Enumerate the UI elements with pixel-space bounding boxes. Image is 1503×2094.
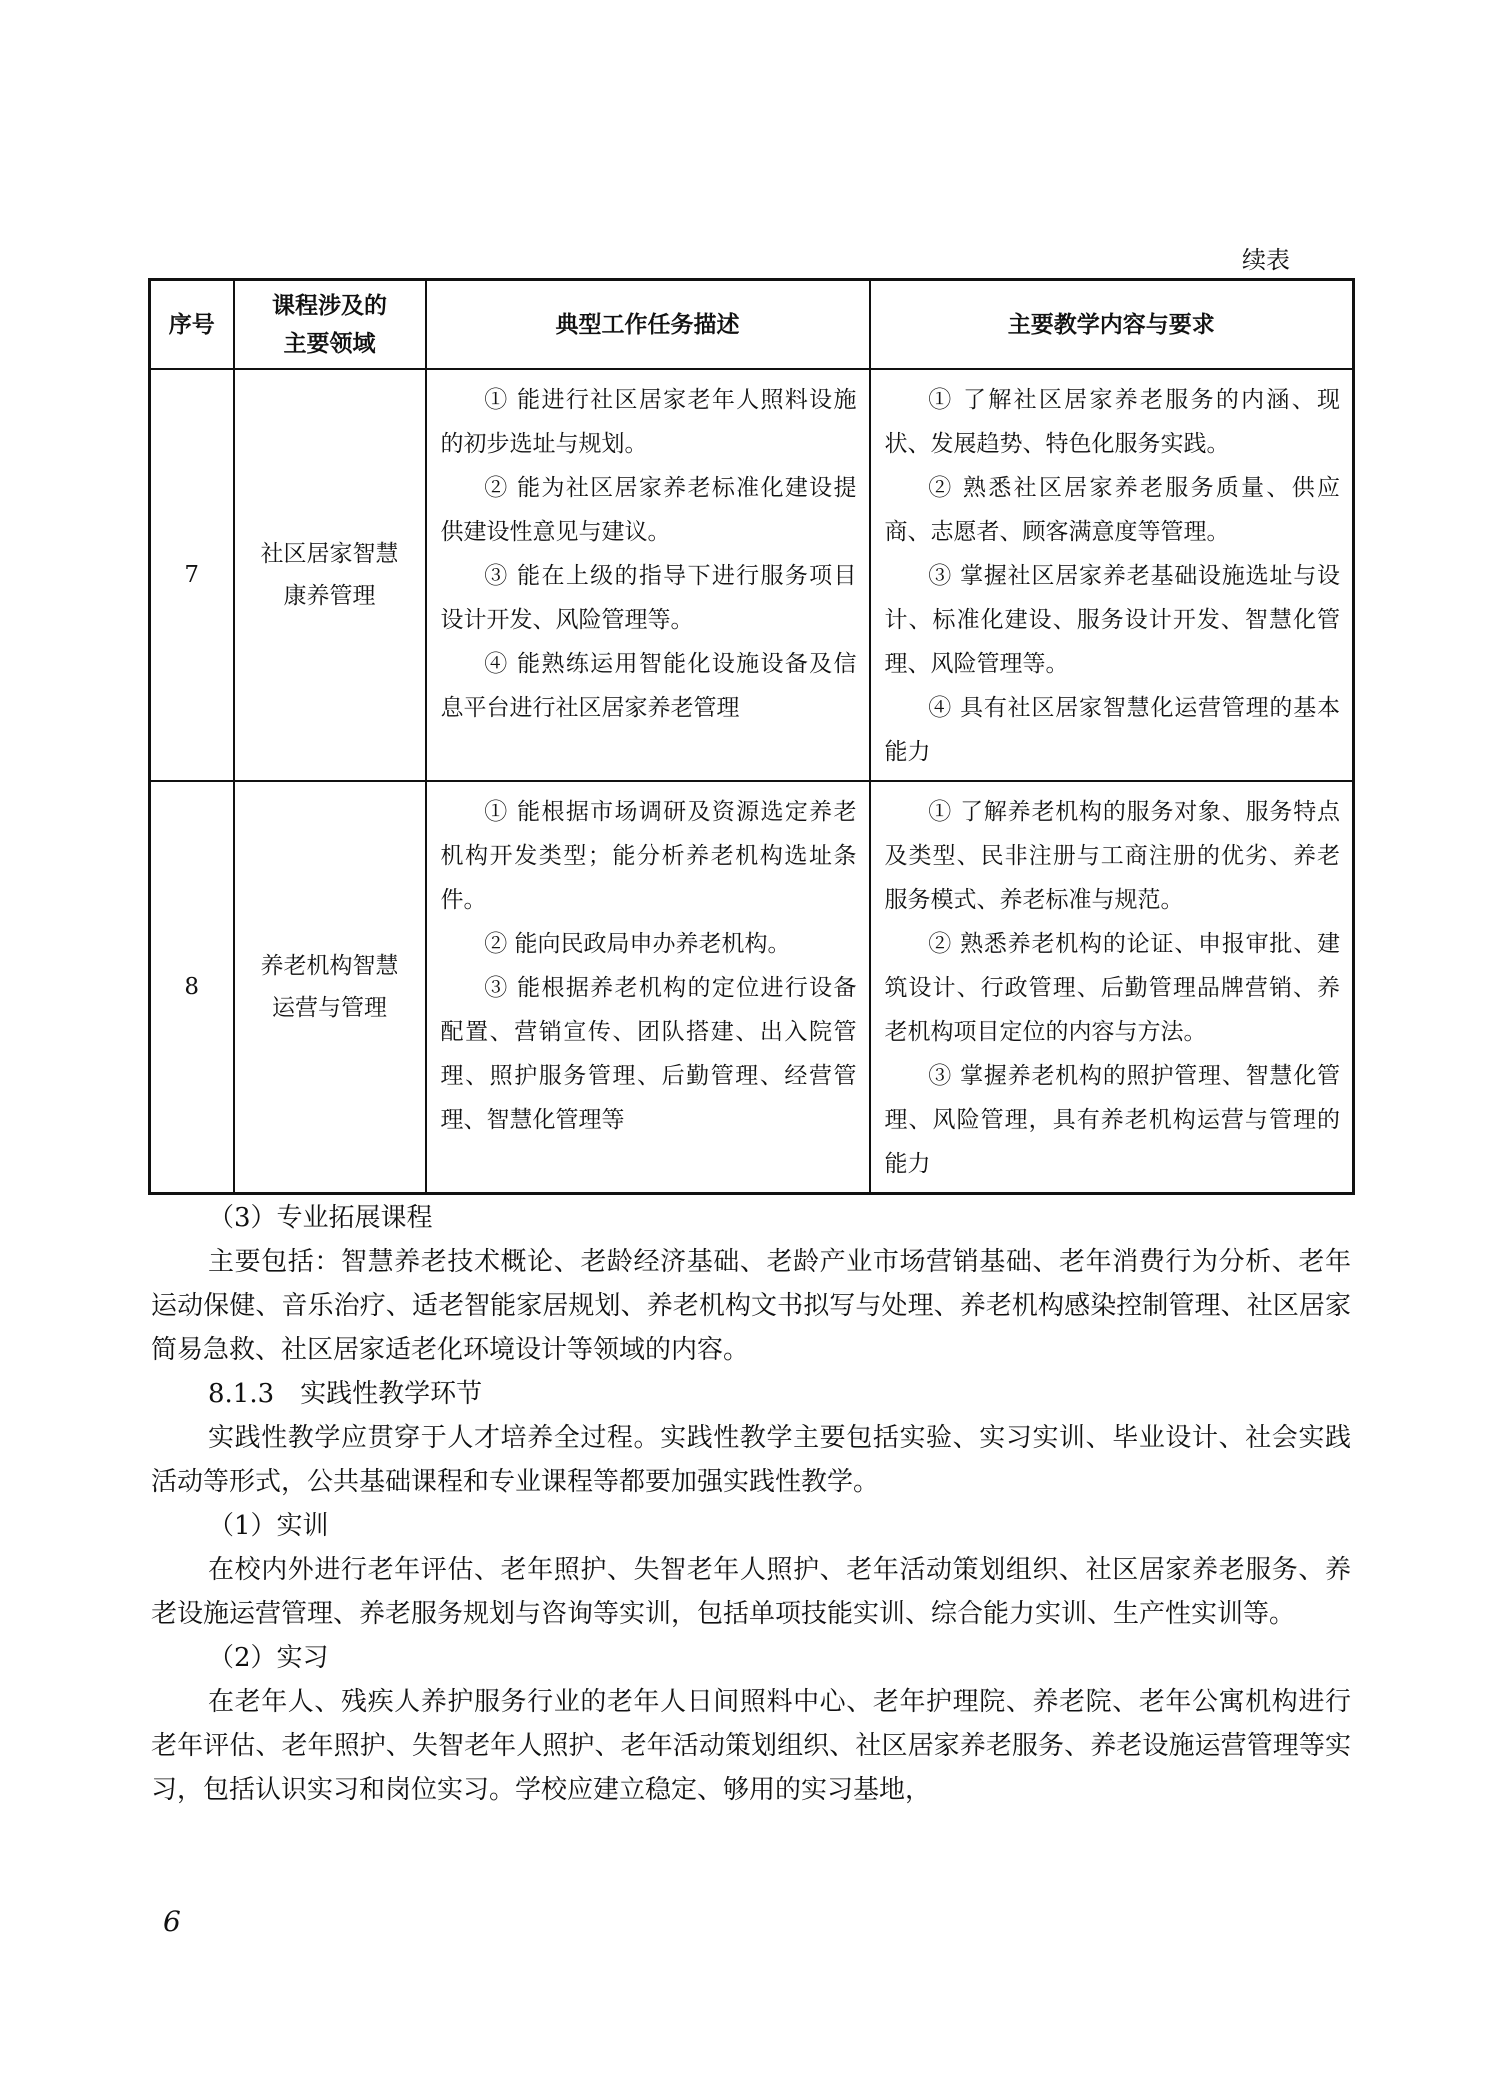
row-tasks [426,369,870,781]
row-area-line2: 康养管理 [283,583,376,609]
content-item: ③ 掌握养老机构的照护管理、智慧化管理、风险管理，具有养老机构运营与管理的能力 [884,1063,1340,1177]
subheading: （3）专业拓展课程 [208,1203,433,1233]
row-content [870,781,1354,1194]
continued-label: 续表 [1242,246,1290,274]
table-row [150,369,1354,781]
task-item: ① 能进行社区居家老年人照料设施的初步选址与规划。 [440,387,857,457]
task-item: ③ 能在上级的指导下进行服务项目设计开发、风险管理等。 [440,563,857,633]
course-table [148,278,1355,1195]
paragraph: 在校内外进行老年评估、老年照护、失智老年人照护、老年活动策划组织、社区居家养老服务、养老设施运营管理、养老服务规划与咨询等实训，包括单项技能实训、综合能力实训、生产性实训等。 [151,1555,1351,1629]
content-item: ② 熟悉养老机构的论证、申报审批、建筑设计、行政管理、后勤管理品牌营销、养老机构项目定位的内容与方法。 [884,931,1340,1045]
content-item: ③ 掌握社区居家养老基础设施选址与设计、标准化建设、服务设计开发、智慧化管理、风险管理等。 [884,563,1340,677]
task-item: ② 能为社区居家养老标准化建设提供建设性意见与建议。 [440,475,857,545]
task-item: ④ 能熟练运用智能化设施设备及信息平台进行社区居家养老管理 [440,651,857,721]
row-seq: 8 [150,781,234,1194]
header-content: 主要教学内容与要求 [870,280,1354,370]
row-tasks [426,781,870,1194]
header-area-line2: 主要领域 [283,329,376,357]
header-seq: 序号 [150,280,234,370]
row-seq: 7 [150,369,234,781]
row-area [234,781,426,1194]
row-area-line2: 运营与管理 [272,995,387,1021]
body-text [151,1196,1351,1812]
task-item: ③ 能根据养老机构的定位进行设备配置、营销宣传、团队搭建、出入院管理、照护服务管理、后勤管理、经营管理、智慧化管理等 [440,975,857,1133]
header-tasks: 典型工作任务描述 [426,280,870,370]
content-item: ① 了解社区居家养老服务的内涵、现状、发展趋势、特色化服务实践。 [884,387,1340,457]
task-item: ① 能根据市场调研及资源选定养老机构开发类型；能分析养老机构选址条件。 [440,799,857,913]
content-item: ② 熟悉社区居家养老服务质量、供应商、志愿者、顾客满意度等管理。 [884,475,1340,545]
subheading: （1）实训 [208,1511,329,1541]
header-area [234,280,426,370]
paragraph: 实践性教学应贯穿于人才培养全过程。实践性教学主要包括实验、实习实训、毕业设计、社会实践活动等形式，公共基础课程和专业课程等都要加强实践性教学。 [151,1423,1351,1497]
header-area-line1: 课程涉及的 [272,291,387,319]
content-item: ① 了解养老机构的服务对象、服务特点及类型、民非注册与工商注册的优劣、养老服务模式、养老标准与规范。 [884,799,1340,913]
table-row [150,781,1354,1194]
page-number: 6 [163,1905,181,1938]
paragraph: 主要包括：智慧养老技术概论、老龄经济基础、老龄产业市场营销基础、老年消费行为分析、老年运动保健、音乐治疗、适老智能家居规划、养老机构文书拟写与处理、养老机构感染控制管理、社区居家简易急救、社区居家适老化环境设计等领域的内容。 [151,1247,1351,1365]
row-area-line1: 社区居家智慧 [260,541,399,567]
row-area-line1: 养老机构智慧 [260,953,399,979]
row-content [870,369,1354,781]
section-heading: 8.1.3 实践性教学环节 [208,1379,483,1409]
table-header-row [150,280,1354,370]
row-area [234,369,426,781]
content-item: ④ 具有社区居家智慧化运营管理的基本能力 [884,695,1340,765]
paragraph: 在老年人、残疾人养护服务行业的老年人日间照料中心、老年护理院、养老院、老年公寓机构进行老年评估、老年照护、失智老年人照护、老年活动策划组织、社区居家养老服务、养老设施运营管理等实习，包括认识实习和岗位实习。学校应建立稳定、够用的实习基地， [151,1687,1351,1805]
task-item: ② 能向民政局申办养老机构。 [484,931,791,957]
subheading: （2）实习 [208,1643,329,1673]
